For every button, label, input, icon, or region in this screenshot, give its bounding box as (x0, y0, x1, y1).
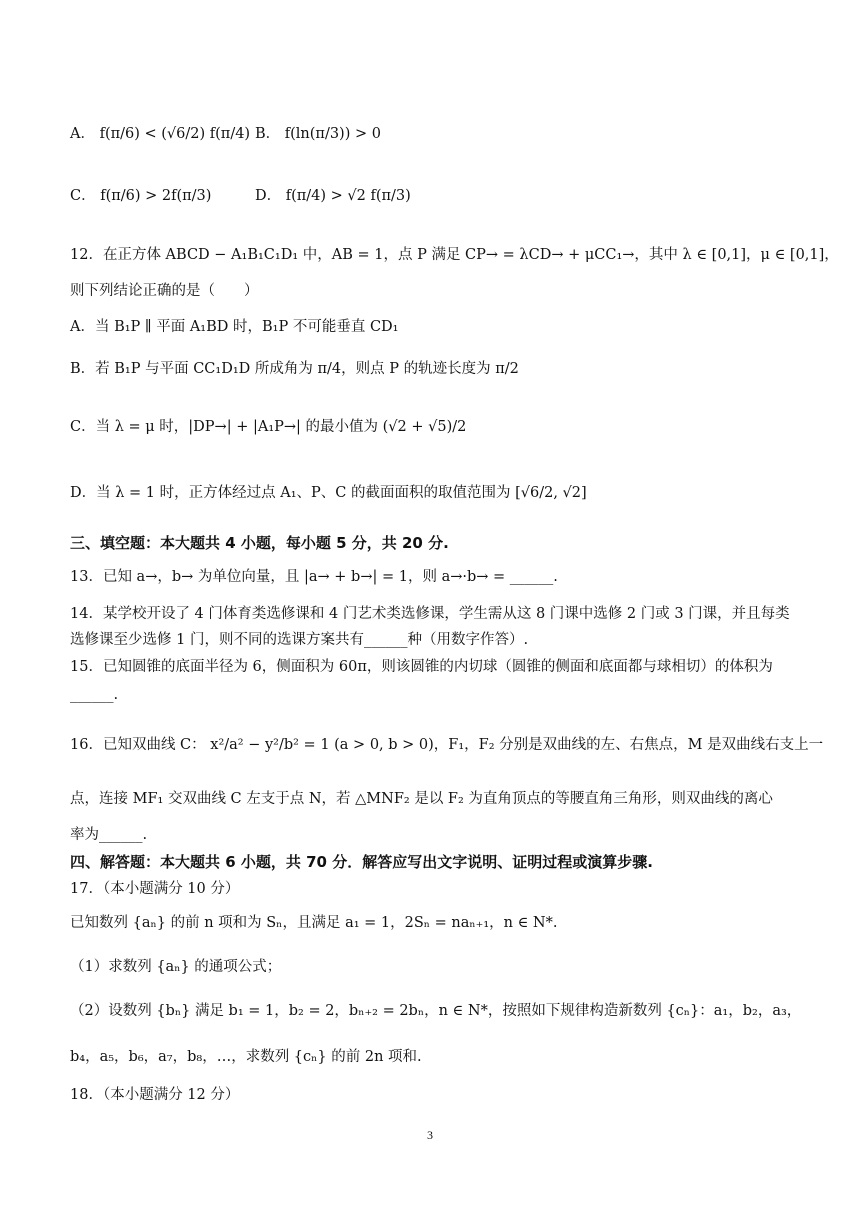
section-3-heading: 三、填空题：本大题共 4 小题，每小题 5 分，共 20 分. (70, 534, 449, 552)
page-number: 3 (427, 1128, 433, 1142)
q12-option-a: A．当 B₁P ∥ 平面 A₁BD 时，B₁P 不可能垂直 CD₁ (70, 319, 399, 335)
q12-option-c: C．当 λ = μ 时，|DP→| + |A₁P→| 的最小值为 (√2 + √5)/2 (70, 419, 467, 435)
q16-line-3: 率为______. (70, 827, 148, 843)
q14-line-1: 14．某学校开设了 4 门体育类选修课和 4 门艺术类选修课，学生需从这 8 门课中选修 2 门或 3 门课，并且每类 (70, 606, 790, 622)
option-11-c: C． f(π/6) > 2f(π/3) (70, 188, 212, 204)
q18-heading: 18．（本小题满分 12 分） (70, 1087, 240, 1103)
q14-line-2: 选修课至少选修 1 门，则不同的选课方案共有______种（用数字作答）. (70, 632, 529, 648)
q17-part-1: （1）求数列 {aₙ} 的通项公式； (70, 959, 282, 975)
q17-stem: 已知数列 {aₙ} 的前 n 项和为 Sₙ，且满足 a₁ = 1，2Sₙ = naₙ₊₁，n ∈ N*. (70, 915, 558, 931)
q12-option-b: B．若 B₁P 与平面 CC₁D₁D 所成角为 π/4，则点 P 的轨迹长度为 π/2 (70, 361, 519, 377)
option-11-b: B． f(ln(π/3)) > 0 (255, 126, 381, 142)
q12-stem-line-1: 12．在正方体 ABCD − A₁B₁C₁D₁ 中，AB = 1，点 P 满足 CP→ = λCD→ + μCC₁→，其中 λ ∈ [0,1]，μ ∈ [0,1]， (70, 247, 839, 263)
q16-line-2: 点，连接 MF₁ 交双曲线 C 左支于点 N，若 △MNF₂ 是以 F₂ 为直角顶点的等腰直角三角形，则双曲线的离心 (70, 791, 773, 807)
q15-line-1: 15．已知圆锥的底面半径为 6，侧面积为 60π，则该圆锥的内切球（圆锥的侧面和底面都与球相切）的体积为 (70, 659, 773, 675)
q13: 13．已知 a→，b→ 为单位向量，且 |a→ + b→| = 1，则 a→·b→ = ______. (70, 569, 558, 585)
option-11-a: A． f(π/6) < (√6/2) f(π/4) (70, 126, 251, 142)
section-4-heading: 四、解答题：本大题共 6 小题，共 70 分．解答应写出文字说明、证明过程或演算步骤. (70, 853, 653, 871)
q16-line-1: 16．已知双曲线 C： x²/a² − y²/b² = 1 (a > 0, b > 0)，F₁，F₂ 分别是双曲线的左、右焦点，M 是双曲线右支上一 (70, 737, 824, 753)
q17-part-2-line-1: （2）设数列 {bₙ} 满足 b₁ = 1，b₂ = 2，bₙ₊₂ = 2bₙ，n ∈ N*，按照如下规律构造新数列 {cₙ}：a₁，b₂，a₃， (70, 1003, 802, 1019)
q15-line-2: ______. (70, 687, 119, 703)
q12-stem-line-2: 则下列结论正确的是（ ） (70, 283, 259, 299)
q17-part-2-line-2: b₄，a₅，b₆，a₇，b₈，…，求数列 {cₙ} 的前 2n 项和. (70, 1049, 422, 1065)
q12-option-d: D．当 λ = 1 时，正方体经过点 A₁、P、C 的截面面积的取值范围为 [√6/2, √2] (70, 485, 587, 501)
option-11-d: D． f(π/4) > √2 f(π/3) (255, 188, 411, 204)
q17-heading: 17．（本小题满分 10 分） (70, 881, 240, 897)
